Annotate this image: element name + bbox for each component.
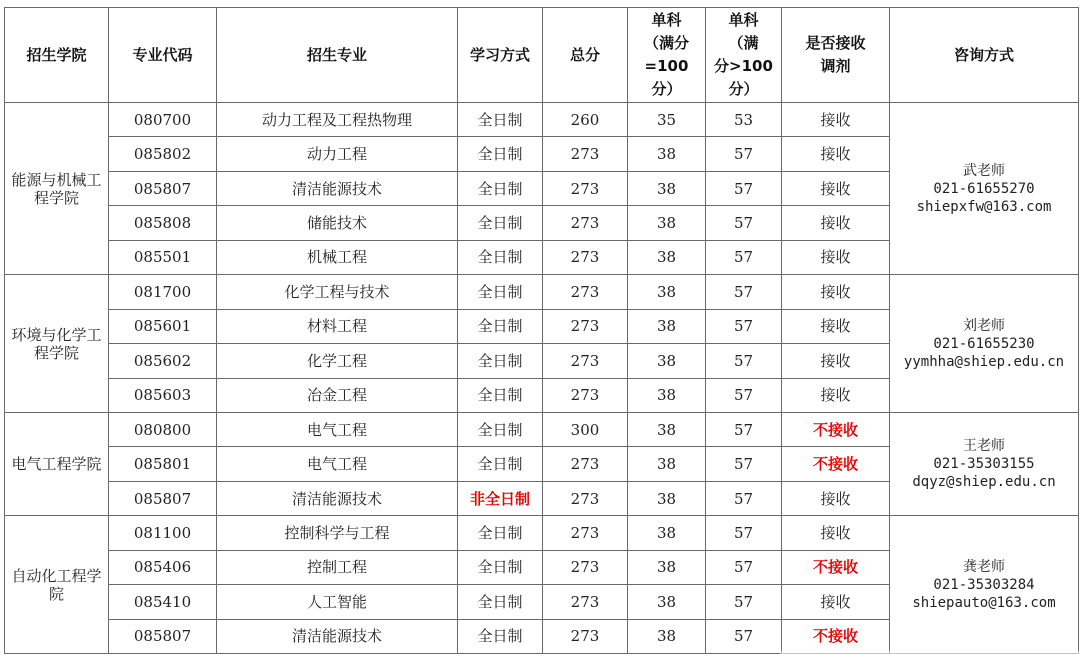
code-cell: 085808 <box>109 206 217 240</box>
total-score-cell: 273 <box>543 378 628 412</box>
single-gt100-cell: 57 <box>706 137 782 171</box>
single-gt100-cell: 57 <box>706 275 782 309</box>
major-cell: 清洁能源技术 <box>217 171 458 205</box>
single-100-cell: 38 <box>628 447 706 481</box>
single-gt100-cell: 53 <box>706 103 782 137</box>
single-gt100-cell: 57 <box>706 412 782 446</box>
table-row <box>5 103 1079 137</box>
single-100-cell: 38 <box>628 550 706 584</box>
single-gt100-cell: 57 <box>706 171 782 205</box>
single-100-cell: 38 <box>628 619 706 653</box>
mode-cell: 全日制 <box>458 275 543 309</box>
table-row <box>5 412 1079 446</box>
major-cell: 人工智能 <box>217 585 458 619</box>
major-cell: 电气工程 <box>217 412 458 446</box>
header-single-gt100: 单科 （满 分>100 分） <box>706 8 782 103</box>
mode-cell: 全日制 <box>458 309 543 343</box>
code-cell: 085807 <box>109 619 217 653</box>
total-score-cell: 273 <box>543 275 628 309</box>
header-mode: 学习方式 <box>458 8 543 103</box>
major-cell: 冶金工程 <box>217 378 458 412</box>
single-100-cell: 38 <box>628 378 706 412</box>
contact-cell <box>890 516 1079 654</box>
contact-email: shiepxfw@163.com <box>916 198 1052 215</box>
code-cell: 080700 <box>109 103 217 137</box>
adjust-cell: 不接收 <box>782 550 890 584</box>
single-100-cell: 38 <box>628 585 706 619</box>
code-cell: 080800 <box>109 412 217 446</box>
adjust-cell: 接收 <box>782 103 890 137</box>
major-cell: 控制科学与工程 <box>217 516 458 550</box>
code-cell: 085801 <box>109 447 217 481</box>
total-score-cell: 273 <box>543 447 628 481</box>
total-score-cell: 273 <box>543 585 628 619</box>
total-score-cell: 273 <box>543 344 628 378</box>
mode-cell: 全日制 <box>458 619 543 653</box>
college-cell: 环境与化学工程学院 <box>5 275 109 413</box>
major-cell: 控制工程 <box>217 550 458 584</box>
code-cell: 081100 <box>109 516 217 550</box>
college-cell: 能源与机械工程学院 <box>5 103 109 275</box>
code-cell: 085406 <box>109 550 217 584</box>
contact-email: yymhha@shiep.edu.cn <box>903 353 1065 370</box>
major-cell: 材料工程 <box>217 309 458 343</box>
contact-phone: 021-61655230 <box>933 335 1035 352</box>
header-adjust: 是否接收 调剂 <box>782 8 890 103</box>
single-gt100-cell: 57 <box>706 481 782 515</box>
code-cell: 085601 <box>109 309 217 343</box>
contact-cell <box>890 275 1079 413</box>
mode-cell: 非全日制 <box>458 481 543 515</box>
single-gt100-cell: 57 <box>706 240 782 274</box>
major-cell: 化学工程与技术 <box>217 275 458 309</box>
contact-teacher: 王老师 <box>963 438 1005 455</box>
mode-cell: 全日制 <box>458 585 543 619</box>
single-100-cell: 38 <box>628 344 706 378</box>
single-100-cell: 35 <box>628 103 706 137</box>
single-gt100-cell: 57 <box>706 309 782 343</box>
single-100-cell: 38 <box>628 412 706 446</box>
single-100-cell: 38 <box>628 481 706 515</box>
single-gt100-cell: 57 <box>706 585 782 619</box>
header-contact: 咨询方式 <box>890 8 1079 103</box>
total-score-cell: 273 <box>543 516 628 550</box>
single-gt100-cell: 57 <box>706 619 782 653</box>
adjust-cell: 接收 <box>782 206 890 240</box>
single-100-cell: 38 <box>628 137 706 171</box>
code-cell: 085807 <box>109 171 217 205</box>
mode-cell: 全日制 <box>458 516 543 550</box>
adjust-cell: 不接收 <box>782 447 890 481</box>
total-score-cell: 273 <box>543 481 628 515</box>
single-gt100-cell: 57 <box>706 344 782 378</box>
mode-cell: 全日制 <box>458 206 543 240</box>
mode-cell: 全日制 <box>458 171 543 205</box>
contact-teacher: 龚老师 <box>963 558 1005 575</box>
adjust-cell: 接收 <box>782 481 890 515</box>
single-100-cell: 38 <box>628 309 706 343</box>
single-100-cell: 38 <box>628 240 706 274</box>
mode-cell: 全日制 <box>458 550 543 584</box>
adjust-cell: 接收 <box>782 137 890 171</box>
header-major: 招生专业 <box>217 8 458 103</box>
adjust-cell: 接收 <box>782 240 890 274</box>
total-score-cell: 260 <box>543 103 628 137</box>
admission-table <box>4 7 1079 654</box>
single-gt100-cell: 57 <box>706 378 782 412</box>
contact-cell <box>890 103 1079 275</box>
mode-cell: 全日制 <box>458 378 543 412</box>
single-100-cell: 38 <box>628 206 706 240</box>
table-body <box>5 103 1079 654</box>
code-cell: 085807 <box>109 481 217 515</box>
header-college: 招生学院 <box>5 8 109 103</box>
table-row <box>5 516 1079 550</box>
code-cell: 085603 <box>109 378 217 412</box>
contact-phone: 021-61655270 <box>933 180 1035 197</box>
total-score-cell: 273 <box>543 550 628 584</box>
mode-cell: 全日制 <box>458 240 543 274</box>
mode-cell: 全日制 <box>458 137 543 171</box>
adjust-cell: 接收 <box>782 378 890 412</box>
major-cell: 清洁能源技术 <box>217 481 458 515</box>
total-score-cell: 273 <box>543 171 628 205</box>
adjust-cell: 接收 <box>782 171 890 205</box>
mode-cell: 全日制 <box>458 412 543 446</box>
contact-email: dqyz@shiep.edu.cn <box>912 474 1056 491</box>
adjust-cell: 不接收 <box>782 619 890 653</box>
code-cell: 085802 <box>109 137 217 171</box>
single-100-cell: 38 <box>628 275 706 309</box>
header-code: 专业代码 <box>109 8 217 103</box>
major-cell: 电气工程 <box>217 447 458 481</box>
mode-cell: 全日制 <box>458 447 543 481</box>
header-total: 总分 <box>543 8 628 103</box>
major-cell: 清洁能源技术 <box>217 619 458 653</box>
contact-phone: 021-35303284 <box>933 576 1035 593</box>
major-cell: 化学工程 <box>217 344 458 378</box>
total-score-cell: 273 <box>543 309 628 343</box>
total-score-cell: 273 <box>543 206 628 240</box>
total-score-cell: 300 <box>543 412 628 446</box>
header-single-100: 单科 （满分 =100 分） <box>628 8 706 103</box>
single-100-cell: 38 <box>628 171 706 205</box>
adjust-cell: 接收 <box>782 275 890 309</box>
code-cell: 085602 <box>109 344 217 378</box>
contact-email: shiepauto@163.com <box>912 594 1056 611</box>
single-gt100-cell: 57 <box>706 206 782 240</box>
contact-teacher: 武老师 <box>963 162 1005 179</box>
contact-teacher: 刘老师 <box>963 317 1005 334</box>
adjust-cell: 不接收 <box>782 412 890 446</box>
major-cell: 储能技术 <box>217 206 458 240</box>
mode-cell: 全日制 <box>458 344 543 378</box>
college-cell: 电气工程学院 <box>5 412 109 515</box>
code-cell: 081700 <box>109 275 217 309</box>
contact-cell <box>890 412 1079 515</box>
code-cell: 085501 <box>109 240 217 274</box>
adjust-cell: 接收 <box>782 516 890 550</box>
single-gt100-cell: 57 <box>706 516 782 550</box>
major-cell: 动力工程及工程热物理 <box>217 103 458 137</box>
table-row <box>5 275 1079 309</box>
adjust-cell: 接收 <box>782 344 890 378</box>
adjust-cell: 接收 <box>782 585 890 619</box>
total-score-cell: 273 <box>543 137 628 171</box>
college-cell: 自动化工程学院 <box>5 516 109 654</box>
total-score-cell: 273 <box>543 240 628 274</box>
single-100-cell: 38 <box>628 516 706 550</box>
mode-cell: 全日制 <box>458 103 543 137</box>
single-gt100-cell: 57 <box>706 550 782 584</box>
header-row <box>5 8 1079 103</box>
total-score-cell: 273 <box>543 619 628 653</box>
major-cell: 动力工程 <box>217 137 458 171</box>
code-cell: 085410 <box>109 585 217 619</box>
major-cell: 机械工程 <box>217 240 458 274</box>
contact-phone: 021-35303155 <box>933 456 1035 473</box>
adjust-cell: 接收 <box>782 309 890 343</box>
single-gt100-cell: 57 <box>706 447 782 481</box>
